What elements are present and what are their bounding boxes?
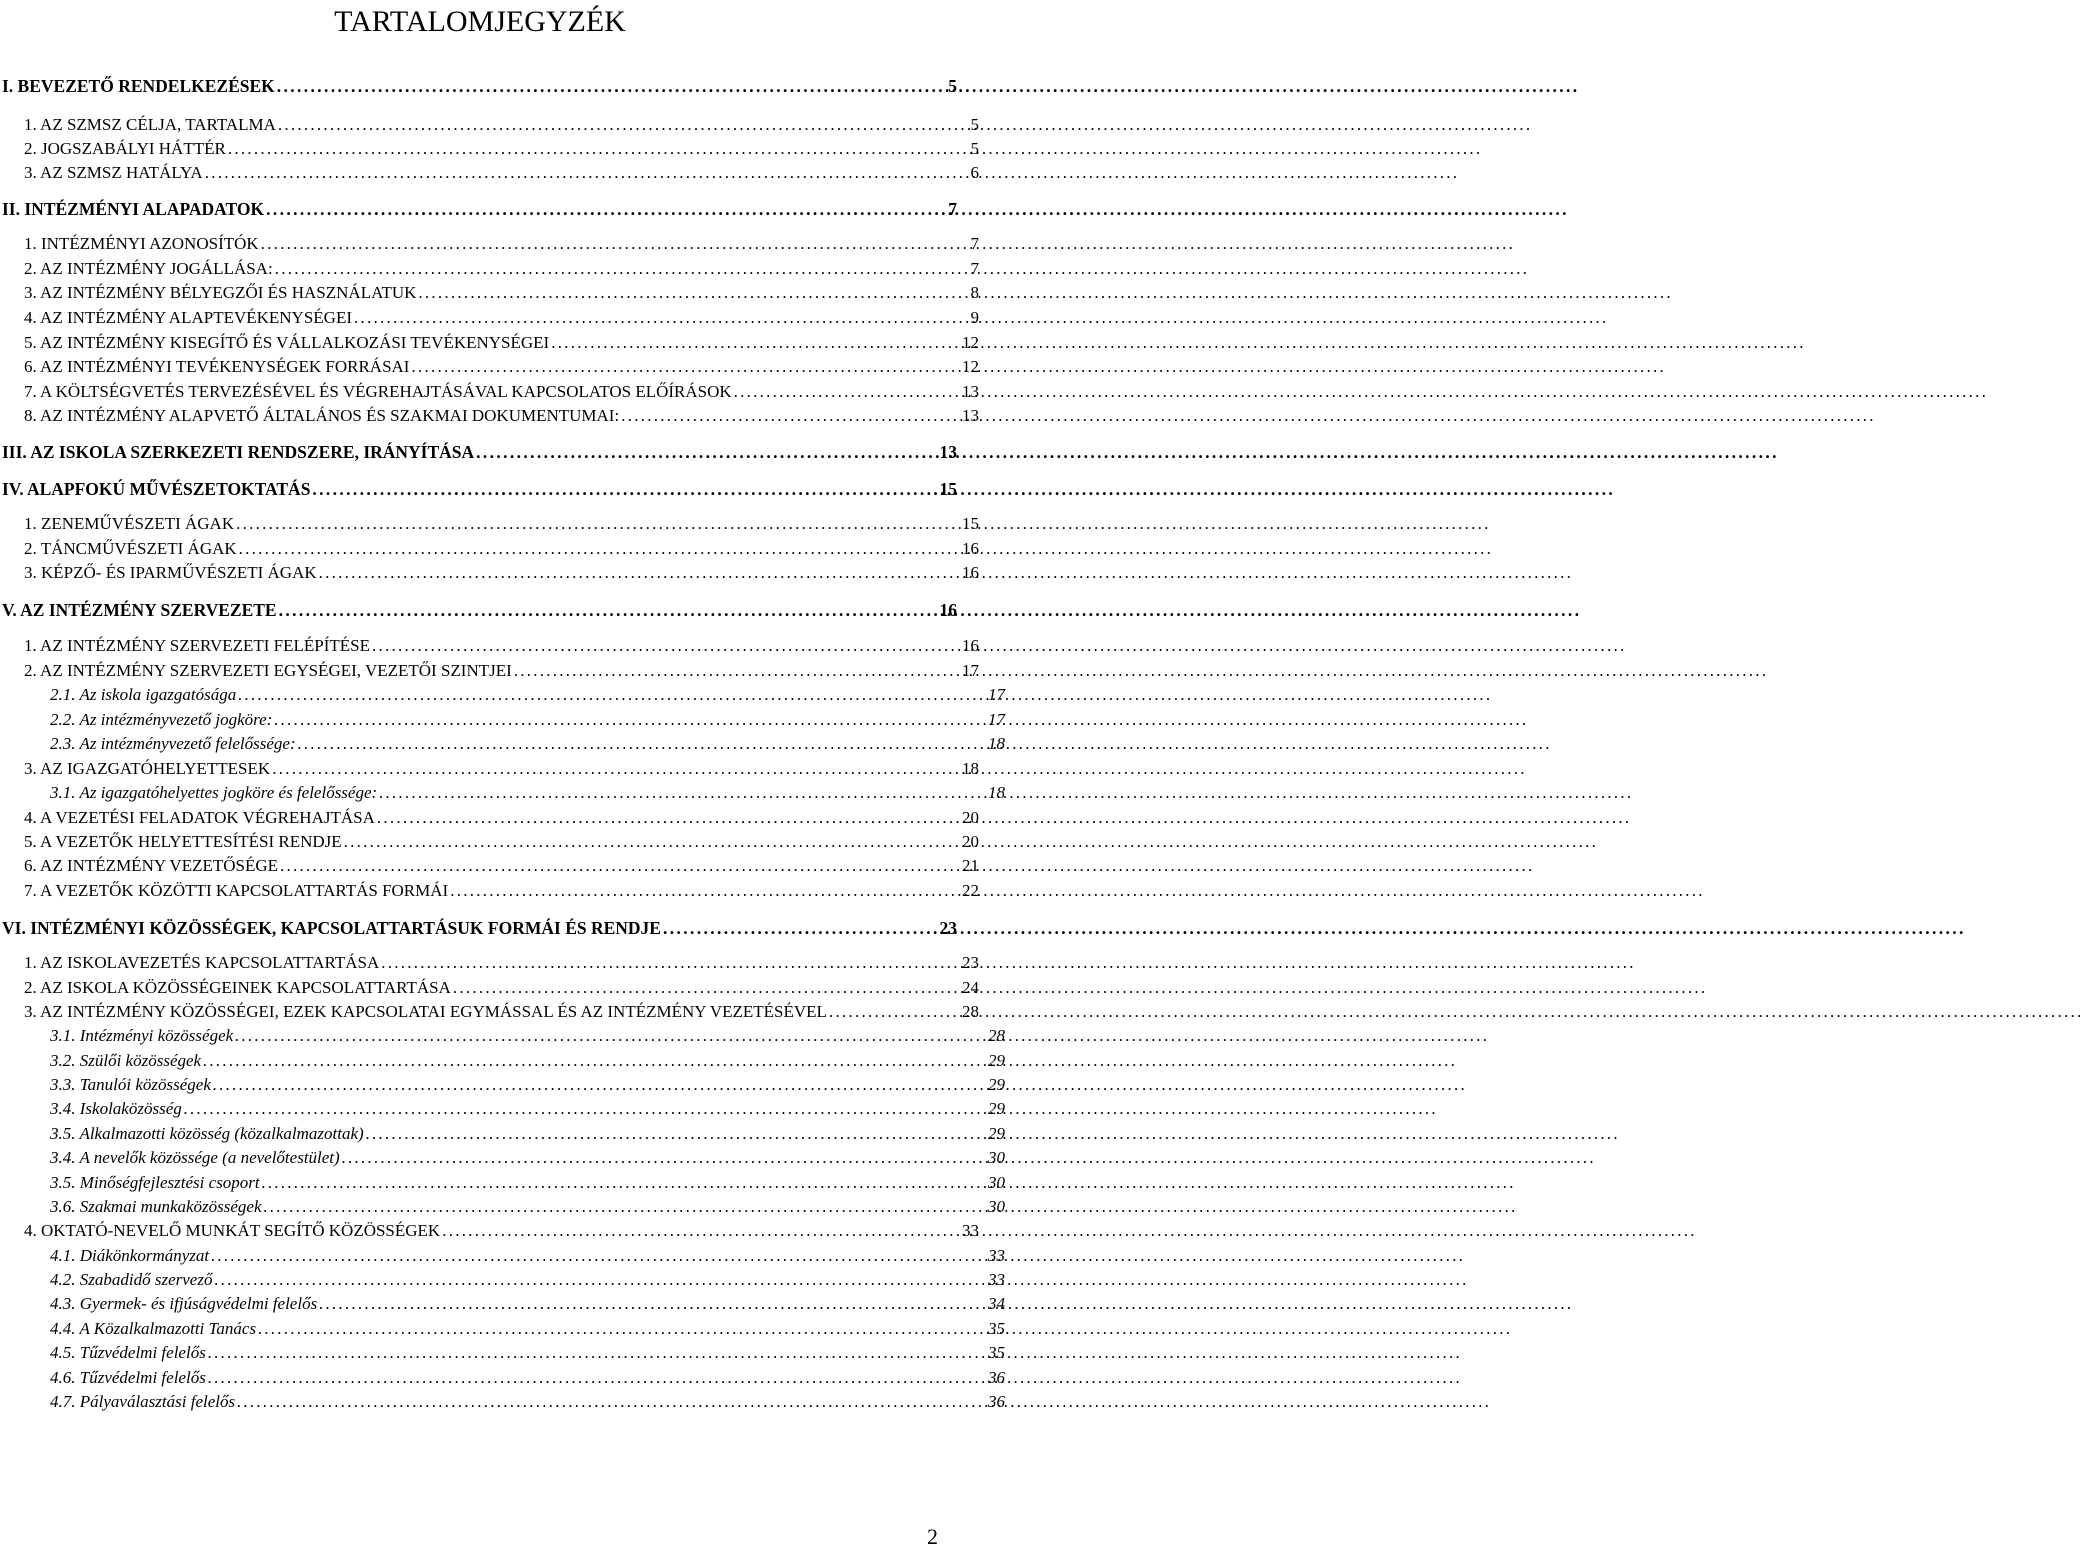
toc-entry[interactable] (0, 406, 979, 426)
dot-leader (258, 1319, 986, 1339)
toc-entry[interactable] (0, 1197, 1005, 1217)
toc-entry-page: 29 (988, 1124, 1005, 1143)
toc-entry-page: 35 (988, 1343, 1005, 1362)
toc-entry[interactable] (0, 234, 979, 254)
toc-entry-page: 29 (988, 1075, 1005, 1094)
toc-entry[interactable] (0, 1026, 1005, 1046)
toc-entry-label: 4.5. Tűzvédelmi felelős (50, 1343, 206, 1362)
toc-entry-label: 3.1. Intézményi közösségek (50, 1026, 234, 1045)
toc-entry-label: 3. AZ INTÉZMÉNY KÖZÖSSÉGEI, EZEK KAPCSOLATAI EGYMÁSSAL ÉS AZ INTÉZMÉNY VEZETÉSÉVEL (24, 1002, 827, 1021)
dot-leader (279, 600, 938, 621)
toc-entry-page: 6 (970, 163, 979, 182)
toc-entry-page: 30 (988, 1197, 1005, 1216)
dot-leader (344, 832, 960, 852)
toc-entry[interactable] (0, 808, 979, 828)
toc-entry-label: 3. AZ INTÉZMÉNY BÉLYEGZŐI ÉS HASZNÁLATUK (24, 283, 417, 302)
toc-entry-label: 4.7. Pályaválasztási felelős (50, 1392, 236, 1411)
toc-entry-page: 33 (962, 1221, 979, 1240)
toc-entry-label: 4.4. A Közalkalmazotti Tanács (50, 1319, 257, 1338)
toc-entry[interactable] (0, 881, 979, 901)
toc-entry[interactable] (0, 163, 979, 183)
dot-leader (366, 1124, 986, 1144)
toc-entry[interactable] (0, 1099, 1005, 1119)
toc-entry[interactable] (0, 479, 957, 500)
toc-entry-label: VI. INTÉZMÉNYI KÖZÖSSÉGEK, KAPCSOLATTARTÁSUK FORMÁI ÉS RENDJE (2, 918, 661, 938)
toc-entry[interactable] (0, 259, 979, 279)
toc-entry-page: 7 (970, 234, 979, 253)
toc-entry[interactable] (0, 1294, 1005, 1314)
toc-entry-label: 4. OKTATÓ-NEVELŐ MUNKÁT SEGÍTŐ KÖZÖSSÉGEK (24, 1221, 441, 1240)
dot-leader (379, 783, 986, 803)
toc-entry-page: 23 (962, 953, 979, 972)
dot-leader (514, 661, 960, 681)
toc-entry-page: 7 (970, 259, 979, 278)
dot-leader (621, 406, 960, 426)
toc-entry[interactable] (0, 636, 979, 656)
toc-entry-label: 1. AZ INTÉZMÉNY SZERVEZETI FELÉPÍTÉSE (24, 636, 370, 655)
toc-entry-label: 8. AZ INTÉZMÉNY ALAPVETŐ ÁLTALÁNOS ÉS SZAKMAI DOKUMENTUMAI: (24, 406, 620, 425)
dot-leader (184, 1099, 986, 1119)
dot-leader (235, 1026, 986, 1046)
toc-entry-label: 5. A VEZETŐK HELYETTESÍTÉSI RENDJE (24, 832, 342, 851)
dot-leader (272, 759, 960, 779)
toc-entry[interactable] (0, 1246, 1005, 1266)
toc-entry[interactable] (0, 139, 979, 159)
dot-leader (211, 1246, 986, 1266)
toc-entry-label: 3.5. Minőségfejlesztési csoport (50, 1173, 260, 1192)
toc-entry-label: 1. AZ ISKOLAVEZETÉS KAPCSOLATTARTÁSA (24, 953, 380, 972)
toc-entry[interactable] (0, 1270, 1005, 1290)
dot-leader (275, 259, 969, 279)
toc-entry-label: 2. JOGSZABÁLYI HÁTTÉR (24, 139, 226, 158)
dot-leader (442, 1221, 960, 1241)
dot-leader (319, 1294, 986, 1314)
toc-entry[interactable] (0, 1051, 1005, 1071)
toc-entry[interactable] (0, 333, 979, 353)
toc-entry-label: 2.1. Az iskola igazgatósága (50, 685, 237, 704)
toc-entry[interactable] (0, 1075, 1005, 1095)
toc-entry[interactable] (0, 115, 979, 135)
toc-entry-label: 3.4. A nevelők közössége (a nevelőtestület) (50, 1148, 340, 1167)
toc-entry-page: 34 (988, 1294, 1005, 1313)
toc-entry-page: 16 (962, 539, 979, 558)
toc-entry[interactable] (0, 76, 957, 97)
toc-entry[interactable] (0, 759, 979, 779)
dot-leader (278, 115, 969, 135)
toc-entry-page: 23 (939, 918, 957, 938)
toc-entry-label: 2. AZ INTÉZMÉNY SZERVEZETI EGYSÉGEI, VEZETŐI SZINTJEI (24, 661, 512, 680)
toc-entry-page: 33 (988, 1246, 1005, 1265)
dot-leader (453, 978, 960, 998)
toc-entry[interactable] (0, 710, 1005, 730)
dot-leader (280, 856, 960, 876)
toc-entry[interactable] (0, 1392, 1005, 1412)
toc-entry[interactable] (0, 685, 1005, 705)
dot-leader (214, 1270, 986, 1290)
dot-leader (381, 953, 960, 973)
dot-leader (239, 539, 960, 559)
toc-entry[interactable] (0, 1221, 979, 1241)
toc-entry[interactable] (0, 734, 1005, 754)
toc-entry-page: 5 (948, 76, 957, 96)
dot-leader (208, 1368, 986, 1388)
toc-entry-label: III. AZ ISKOLA SZERKEZETI RENDSZERE, IRÁNYÍTÁSA (2, 442, 475, 462)
dot-leader (372, 636, 960, 656)
dot-leader (262, 1173, 986, 1193)
toc-entry-page: 13 (939, 442, 957, 462)
dot-leader (236, 514, 960, 534)
toc-entry[interactable] (0, 661, 979, 681)
toc-entry-label: 2.2. Az intézményvezető jogköre: (50, 710, 273, 729)
toc-entry-page: 8 (970, 283, 979, 302)
toc-entry-label: 4.2. Szabadidő szervező (50, 1270, 213, 1289)
dot-leader (213, 1075, 986, 1095)
toc-entry-page: 35 (988, 1319, 1005, 1338)
toc-entry[interactable] (0, 1124, 1005, 1144)
toc-entry-label: 1. ZENEMŰVÉSZETI ÁGAK (24, 514, 235, 533)
dot-leader (734, 382, 960, 402)
dot-leader (203, 1051, 986, 1071)
toc-entry-label: IV. ALAPFOKÚ MŰVÉSZETOKTATÁS (2, 479, 311, 499)
toc-entry-page: 29 (988, 1051, 1005, 1070)
dot-leader (277, 76, 946, 97)
toc-entry-page: 17 (988, 710, 1005, 729)
toc-entry-page: 28 (988, 1026, 1005, 1045)
toc-entry-label: 3.5. Alkalmazotti közösség (közalkalmazottak) (50, 1124, 364, 1143)
toc-entry[interactable] (0, 382, 979, 402)
toc-entry-label: 4. AZ INTÉZMÉNY ALAPTEVÉKENYSÉGEI (24, 308, 352, 327)
toc-entry-page: 16 (962, 636, 979, 655)
toc-entry-page: 13 (962, 382, 979, 401)
dot-leader (312, 479, 937, 500)
toc-entry-label: 3. KÉPZŐ- ÉS IPARMŰVÉSZETI ÁGAK (24, 563, 317, 582)
toc-entry-label: 4.6. Tűzvédelmi felelős (50, 1368, 206, 1387)
toc-entry-page: 33 (988, 1270, 1005, 1289)
toc-entry[interactable] (0, 600, 957, 621)
dot-leader (377, 808, 960, 828)
toc-entry-label: 6. AZ INTÉZMÉNYI TEVÉKENYSÉGEK FORRÁSAI (24, 357, 410, 376)
toc-entry-label: 4. A VEZETÉSI FELADATOK VÉGREHAJTÁSA (24, 808, 375, 827)
toc-entry-label: 4.1. Diákönkormányzat (50, 1246, 210, 1265)
toc-entry[interactable] (0, 199, 957, 220)
toc-entry[interactable] (0, 856, 979, 876)
toc-entry[interactable] (0, 563, 979, 583)
toc-entry-page: 16 (939, 600, 957, 620)
dot-leader (274, 710, 986, 730)
toc-entry-page: 13 (962, 406, 979, 425)
toc-entry[interactable] (0, 1319, 1005, 1339)
toc-entry[interactable] (0, 978, 979, 998)
toc-entry-page: 17 (962, 661, 979, 680)
dot-leader (829, 1002, 960, 1022)
toc-entry-label: 3.1. Az igazgatóhelyettes jogköre és felelőssége: (50, 783, 378, 802)
toc-entry-label: 3.3. Tanulói közösségek (50, 1075, 211, 1094)
toc-entry[interactable] (0, 1148, 1005, 1168)
toc-entry-label: 3. AZ IGAZGATÓHELYETTESEK (24, 759, 271, 778)
dot-leader (418, 283, 968, 303)
toc-entry-label: 5. AZ INTÉZMÉNY KISEGÍTŐ ÉS VÁLLALKOZÁSI TEVÉKENYSÉGEI (24, 333, 550, 352)
toc-entry-page: 21 (962, 856, 979, 875)
table-of-contents (0, 0, 1005, 1547)
toc-entry[interactable] (0, 1343, 1005, 1363)
toc-entry-page: 5 (970, 115, 979, 134)
toc-entry[interactable] (0, 283, 979, 303)
dot-leader (319, 563, 960, 583)
dot-leader (354, 308, 969, 328)
toc-entry[interactable] (0, 308, 979, 328)
dot-leader (411, 357, 960, 377)
dot-leader (264, 1197, 986, 1217)
dot-leader (228, 139, 969, 159)
dot-leader (266, 199, 946, 220)
toc-entry-page: 18 (962, 759, 979, 778)
dot-leader (476, 442, 937, 463)
toc-entry-page: 5 (970, 139, 979, 158)
toc-entry-label: 1. AZ SZMSZ CÉLJA, TARTALMA (24, 115, 276, 134)
dot-leader (450, 881, 960, 901)
toc-entry-label: 4.3. Gyermek- és ifjúságvédelmi felelős (50, 1294, 318, 1313)
dot-leader (551, 333, 960, 353)
toc-entry-label: 3.2. Szülői közösségek (50, 1051, 202, 1070)
toc-entry-label: II. INTÉZMÉNYI ALAPADATOK (2, 199, 265, 219)
toc-entry-page: 17 (988, 685, 1005, 704)
toc-entry-label: 2.3. Az intézményvezető felelőssége: (50, 734, 296, 753)
toc-entry-page: 36 (988, 1392, 1005, 1411)
toc-entry-page: 30 (988, 1148, 1005, 1167)
toc-entry-label: 7. A KÖLTSÉGVETÉS TERVEZÉSÉVEL ÉS VÉGREHAJTÁSÁVAL KAPCSOLATOS ELŐÍRÁSOK (24, 382, 732, 401)
toc-entry-page: 7 (948, 199, 957, 219)
toc-entry-page: 20 (962, 808, 979, 827)
toc-entry-label: 3. AZ SZMSZ HATÁLYA (24, 163, 203, 182)
toc-entry-label: 6. AZ INTÉZMÉNY VEZETŐSÉGE (24, 856, 279, 875)
toc-entry-label: 2. TÁNCMŰVÉSZETI ÁGAK (24, 539, 237, 558)
toc-entry-page: 36 (988, 1368, 1005, 1387)
toc-entry[interactable] (0, 1002, 979, 1022)
page-title: TARTALOMJEGYZÉK (334, 5, 626, 38)
dot-leader (298, 734, 986, 754)
toc-entry-page: 22 (962, 881, 979, 900)
dot-leader (261, 234, 969, 254)
toc-entry[interactable] (0, 832, 979, 852)
dot-leader (663, 918, 938, 939)
toc-entry[interactable] (0, 1173, 1005, 1193)
toc-entry[interactable] (0, 442, 957, 463)
toc-entry-page: 18 (988, 783, 1005, 802)
toc-entry-label: I. BEVEZETŐ RENDELKEZÉSEK (2, 76, 275, 96)
dot-leader (238, 685, 986, 705)
toc-entry-label: 7. A VEZETŐK KÖZÖTTI KAPCSOLATTARTÁS FORMÁI (24, 881, 449, 900)
toc-entry-page: 20 (962, 832, 979, 851)
toc-entry-page: 15 (939, 479, 957, 499)
dot-leader (342, 1148, 986, 1168)
toc-entry-page: 28 (962, 1002, 979, 1021)
dot-leader (208, 1343, 986, 1363)
toc-entry-label: 3.4. Iskolaközösség (50, 1099, 182, 1118)
toc-entry-page: 30 (988, 1173, 1005, 1192)
toc-entry[interactable] (0, 918, 957, 939)
toc-entry-page: 29 (988, 1099, 1005, 1118)
toc-entry[interactable] (0, 514, 979, 534)
toc-entry-page: 15 (962, 514, 979, 533)
toc-entry-label: 2. AZ ISKOLA KÖZÖSSÉGEINEK KAPCSOLATTARTÁSA (24, 978, 451, 997)
dot-leader (205, 163, 969, 183)
page-number: 2 (927, 1524, 938, 1549)
toc-entry-page: 16 (962, 563, 979, 582)
toc-entry[interactable] (0, 953, 979, 973)
toc-entry-label: 3.6. Szakmai munkaközösségek (50, 1197, 262, 1216)
toc-entry-page: 12 (962, 333, 979, 352)
dot-leader (237, 1392, 986, 1412)
toc-entry-label: 2. AZ INTÉZMÉNY JOGÁLLÁSA: (24, 259, 273, 278)
toc-entry-page: 18 (988, 734, 1005, 753)
toc-entry-page: 12 (962, 357, 979, 376)
toc-entry[interactable] (0, 539, 979, 559)
toc-entry[interactable] (0, 357, 979, 377)
toc-entry-label: V. AZ INTÉZMÉNY SZERVEZETE (2, 600, 277, 620)
toc-entry-page: 24 (962, 978, 979, 997)
toc-entry-label: 1. INTÉZMÉNYI AZONOSÍTÓK (24, 234, 259, 253)
toc-entry[interactable] (0, 783, 1005, 803)
toc-entry[interactable] (0, 1368, 1005, 1388)
toc-entry-page: 9 (970, 308, 979, 327)
